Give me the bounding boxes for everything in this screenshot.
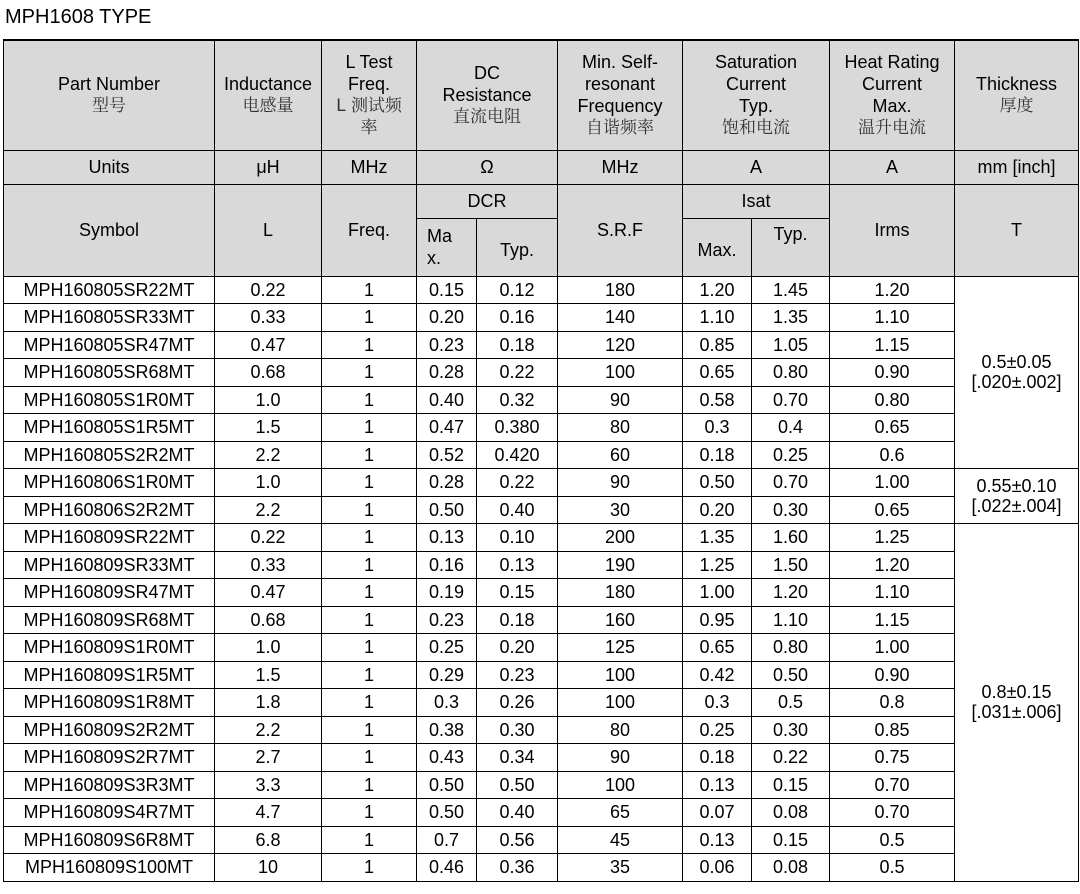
table-cell: 0.7 [417,826,477,854]
table-cell: 0.5 [830,826,955,854]
table-cell: 0.3 [417,689,477,717]
table-cell: 0.80 [752,634,830,662]
table-cell: 0.25 [417,634,477,662]
table-cell: 190 [558,551,683,579]
table-cell: 1.5 [215,661,322,689]
units-sat: A [683,150,830,184]
table-cell: 1 [322,469,417,497]
table-cell: 0.65 [683,634,752,662]
table-cell: 1.00 [830,469,955,497]
table-cell: MPH160809S6R8MT [4,826,215,854]
table-cell: 0.50 [417,496,477,524]
table-row [4,331,1079,359]
table-cell: 0.70 [830,771,955,799]
header-l-test-freq: L Test Freq. L 测试频 率 [322,40,417,150]
symbol-irms: Irms [830,184,955,276]
symbol-label: Symbol [4,184,215,276]
table-cell: 0.26 [477,689,558,717]
table-cell: MPH160805SR22MT [4,276,215,304]
thickness-group [955,469,1079,524]
header-inductance: Inductance 电感量 [215,40,322,150]
table-cell: MPH160805SR33MT [4,304,215,332]
table-cell: 0.65 [830,414,955,442]
header-saturation-current: Saturation Current Typ. 饱和电流 [683,40,830,150]
units-inductance: μH [215,150,322,184]
table-cell: 0.08 [752,854,830,882]
table-cell: 0.3 [683,689,752,717]
table-cell: 6.8 [215,826,322,854]
table-cell: MPH160806S2R2MT [4,496,215,524]
table-row [4,689,1079,717]
table-cell: 0.80 [752,359,830,387]
thickness-inch: [.031±.006] [971,702,1062,723]
table-cell: 1 [322,414,417,442]
table-cell: 140 [558,304,683,332]
thickness-value: 0.5±0.05 [981,352,1052,373]
table-cell: MPH160809S1R8MT [4,689,215,717]
table-cell: 0.15 [417,276,477,304]
table-cell: 2.2 [215,496,322,524]
units-freq: MHz [322,150,417,184]
table-cell: 1.45 [752,276,830,304]
table-cell: 1 [322,276,417,304]
table-row [4,359,1079,387]
table-cell: 1.35 [752,304,830,332]
header-heat-rating: Heat Rating Current Max. 温升电流 [830,40,955,150]
table-row [4,744,1079,772]
table-cell: 1.00 [683,579,752,607]
table-cell: 1 [322,716,417,744]
table-cell: MPH160805SR47MT [4,331,215,359]
table-cell: 0.13 [683,826,752,854]
table-cell: 1.0 [215,469,322,497]
table-cell: 0.23 [477,661,558,689]
table-cell: 0.40 [477,799,558,827]
symbol-isat-max: Max. [683,218,752,276]
table-cell: 180 [558,276,683,304]
table-cell: 0.420 [477,441,558,469]
table-cell: 3.3 [215,771,322,799]
header-srf: Min. Self- resonant Frequency 自谐频率 [558,40,683,150]
table-cell: 0.15 [477,579,558,607]
units-heat: A [830,150,955,184]
table-cell: 0.13 [683,771,752,799]
table-cell: MPH160809SR33MT [4,551,215,579]
table-cell: 0.12 [477,276,558,304]
table-cell: 1 [322,661,417,689]
table-cell: 90 [558,744,683,772]
table-cell: 0.50 [477,771,558,799]
header-row [4,40,1079,150]
table-cell: 1.0 [215,634,322,662]
table-cell: MPH160805SR68MT [4,359,215,387]
table-cell: 1.25 [683,551,752,579]
table-cell: 0.70 [830,799,955,827]
units-row [4,150,1079,184]
table-cell: 2.2 [215,441,322,469]
table-cell: 0.8 [830,689,955,717]
table-cell: 90 [558,469,683,497]
table-row [4,579,1079,607]
symbol-dcr-max: Ma x. [417,218,477,276]
table-cell: 0.47 [215,579,322,607]
table-cell: 1.20 [830,551,955,579]
table-cell: 0.20 [417,304,477,332]
table-cell: 10 [215,854,322,882]
table-cell: 1.10 [683,304,752,332]
table-cell: 1.15 [830,606,955,634]
symbol-isat-typ: Typ. [752,218,830,276]
table-cell: 1 [322,799,417,827]
table-cell: 1.05 [752,331,830,359]
table-cell: 0.30 [752,496,830,524]
table-cell: 0.90 [830,661,955,689]
table-cell: 1.60 [752,524,830,552]
table-cell: 0.16 [477,304,558,332]
table-cell: 30 [558,496,683,524]
table-cell: 1.20 [683,276,752,304]
table-cell: 0.70 [752,469,830,497]
units-thickness: mm [inch] [955,150,1079,184]
table-cell: 2.2 [215,716,322,744]
table-cell: 0.3 [683,414,752,442]
table-cell: 0.22 [752,744,830,772]
table-cell: 0.23 [417,606,477,634]
table-cell: MPH160809S1R5MT [4,661,215,689]
thickness-group [955,524,1079,882]
table-cell: 0.06 [683,854,752,882]
table-cell: 100 [558,661,683,689]
table-cell: 1 [322,386,417,414]
table-cell: 0.28 [417,469,477,497]
thickness-group [955,276,1079,469]
table-cell: 0.75 [830,744,955,772]
table-cell: 0.58 [683,386,752,414]
table-cell: 0.33 [215,551,322,579]
table-cell: 120 [558,331,683,359]
table-cell: 0.13 [417,524,477,552]
table-cell: 1 [322,634,417,662]
table-row [4,304,1079,332]
thickness-value: 0.8±0.15 [981,682,1052,703]
table-cell: 1 [322,579,417,607]
table-cell: 0.18 [477,331,558,359]
page-title: MPH1608 TYPE [5,6,152,28]
table-cell: 1 [322,551,417,579]
table-cell: 1 [322,744,417,772]
table-cell: 0.56 [477,826,558,854]
thickness-inch: [.022±.004] [971,496,1062,516]
table-row [4,661,1079,689]
table-cell: 0.5 [830,854,955,882]
table-cell: 0.380 [477,414,558,442]
table-cell: 80 [558,716,683,744]
symbol-freq: Freq. [322,184,417,276]
table-cell: 0.25 [683,716,752,744]
table-cell: 1 [322,826,417,854]
table-cell: MPH160809S2R7MT [4,744,215,772]
table-cell: 1.20 [752,579,830,607]
table-cell: 0.23 [417,331,477,359]
table-cell: MPH160809SR47MT [4,579,215,607]
table-cell: 1 [322,606,417,634]
header-thickness: Thickness 厚度 [955,40,1079,150]
table-cell: MPH160809S3R3MT [4,771,215,799]
table-cell: MPH160805S1R0MT [4,386,215,414]
table-cell: 1 [322,689,417,717]
table-row [4,799,1079,827]
table-cell: 0.6 [830,441,955,469]
table-cell: 90 [558,386,683,414]
table-cell: 0.40 [417,386,477,414]
table-cell: 1 [322,359,417,387]
thickness-value: 0.55±0.10 [976,476,1057,496]
table-cell: 0.36 [477,854,558,882]
table-cell: 0.18 [683,441,752,469]
table-row [4,606,1079,634]
units-label: Units [4,150,215,184]
table-row [4,414,1079,442]
table-cell: 0.65 [683,359,752,387]
table-row [4,854,1079,882]
table-cell: 1.5 [215,414,322,442]
table-cell: 0.43 [417,744,477,772]
table-cell: 0.22 [477,469,558,497]
table-cell: 0.19 [417,579,477,607]
table-cell: 125 [558,634,683,662]
table-cell: 180 [558,579,683,607]
table-row [4,551,1079,579]
table-cell: 0.42 [683,661,752,689]
table-cell: 0.50 [683,469,752,497]
table-cell: 0.50 [417,799,477,827]
table-cell: 0.28 [417,359,477,387]
table-cell: 80 [558,414,683,442]
table-cell: 0.30 [477,716,558,744]
table-row [4,276,1079,304]
table-cell: 0.5 [752,689,830,717]
table-cell: 0.47 [215,331,322,359]
table-cell: 0.20 [683,496,752,524]
table-cell: 0.47 [417,414,477,442]
symbol-thickness: T [955,184,1079,276]
table-cell: 0.68 [215,359,322,387]
table-cell: 1.10 [830,579,955,607]
table-cell: 0.68 [215,606,322,634]
table-cell: 0.20 [477,634,558,662]
table-cell: 100 [558,689,683,717]
table-cell: MPH160805S1R5MT [4,414,215,442]
units-dcr: Ω [417,150,558,184]
table-cell: 1.20 [830,276,955,304]
table-row [4,496,1079,524]
table-cell: 1 [322,854,417,882]
table-cell: 0.40 [477,496,558,524]
table-row [4,386,1079,414]
table-cell: MPH160809S4R7MT [4,799,215,827]
table-cell: 1 [322,331,417,359]
table-cell: 0.10 [477,524,558,552]
table-cell: 0.80 [830,386,955,414]
table-cell: 1.8 [215,689,322,717]
table-cell: 0.22 [215,524,322,552]
header-dc-resistance: DC Resistance 直流电阻 [417,40,558,150]
table-cell: MPH160809SR22MT [4,524,215,552]
symbol-row [4,184,1079,218]
table-cell: 0.29 [417,661,477,689]
table-cell: 0.90 [830,359,955,387]
table-cell: 1.0 [215,386,322,414]
table-cell: 1.10 [752,606,830,634]
table-cell: 0.34 [477,744,558,772]
symbol-inductance: L [215,184,322,276]
table-cell: 0.50 [417,771,477,799]
table-cell: 200 [558,524,683,552]
table-row [4,826,1079,854]
table-row [4,771,1079,799]
table-cell: 0.18 [477,606,558,634]
table-cell: 45 [558,826,683,854]
table-cell: 100 [558,359,683,387]
table-cell: MPH160809S100MT [4,854,215,882]
table-cell: 0.07 [683,799,752,827]
table-cell: 0.08 [752,799,830,827]
table-cell: 0.22 [215,276,322,304]
symbol-srf: S.R.F [558,184,683,276]
table-row [4,441,1079,469]
table-row [4,469,1079,497]
spec-table [3,39,1079,882]
header-part-number: Part Number 型号 [4,40,215,150]
table-cell: 1.00 [830,634,955,662]
table-cell: 0.50 [752,661,830,689]
table-cell: 0.85 [683,331,752,359]
table-cell: 2.7 [215,744,322,772]
table-cell: 0.52 [417,441,477,469]
symbol-dcr-typ: Typ. [477,218,558,276]
table-cell: 160 [558,606,683,634]
table-cell: 0.15 [752,771,830,799]
units-srf: MHz [558,150,683,184]
table-cell: MPH160805S2R2MT [4,441,215,469]
table-cell: 0.22 [477,359,558,387]
table-cell: 1 [322,771,417,799]
table-cell: 65 [558,799,683,827]
table-cell: 1 [322,524,417,552]
table-cell: 0.4 [752,414,830,442]
table-cell: MPH160809S1R0MT [4,634,215,662]
table-cell: 0.30 [752,716,830,744]
table-cell: 0.65 [830,496,955,524]
table-cell: 35 [558,854,683,882]
table-cell: 1.50 [752,551,830,579]
table-cell: 0.46 [417,854,477,882]
table-cell: 1.10 [830,304,955,332]
table-cell: 0.95 [683,606,752,634]
table-cell: 0.32 [477,386,558,414]
table-row [4,716,1079,744]
table-cell: 1.35 [683,524,752,552]
table-row [4,524,1079,552]
table-cell: MPH160806S1R0MT [4,469,215,497]
table-row [4,634,1079,662]
symbol-dcr: DCR [417,184,558,218]
table-cell: 0.18 [683,744,752,772]
table-cell: MPH160809SR68MT [4,606,215,634]
table-cell: 0.70 [752,386,830,414]
table-cell: 1.15 [830,331,955,359]
table-cell: 0.33 [215,304,322,332]
table-cell: 1 [322,441,417,469]
table-cell: 0.38 [417,716,477,744]
table-cell: 0.16 [417,551,477,579]
table-cell: MPH160809S2R2MT [4,716,215,744]
table-cell: 0.85 [830,716,955,744]
table-cell: 0.25 [752,441,830,469]
table-cell: 0.13 [477,551,558,579]
table-cell: 1 [322,496,417,524]
symbol-isat: Isat [683,184,830,218]
table-cell: 4.7 [215,799,322,827]
table-cell: 100 [558,771,683,799]
table-cell: 1 [322,304,417,332]
thickness-inch: [.020±.002] [971,372,1062,393]
table-cell: 1.25 [830,524,955,552]
table-cell: 60 [558,441,683,469]
table-cell: 0.15 [752,826,830,854]
